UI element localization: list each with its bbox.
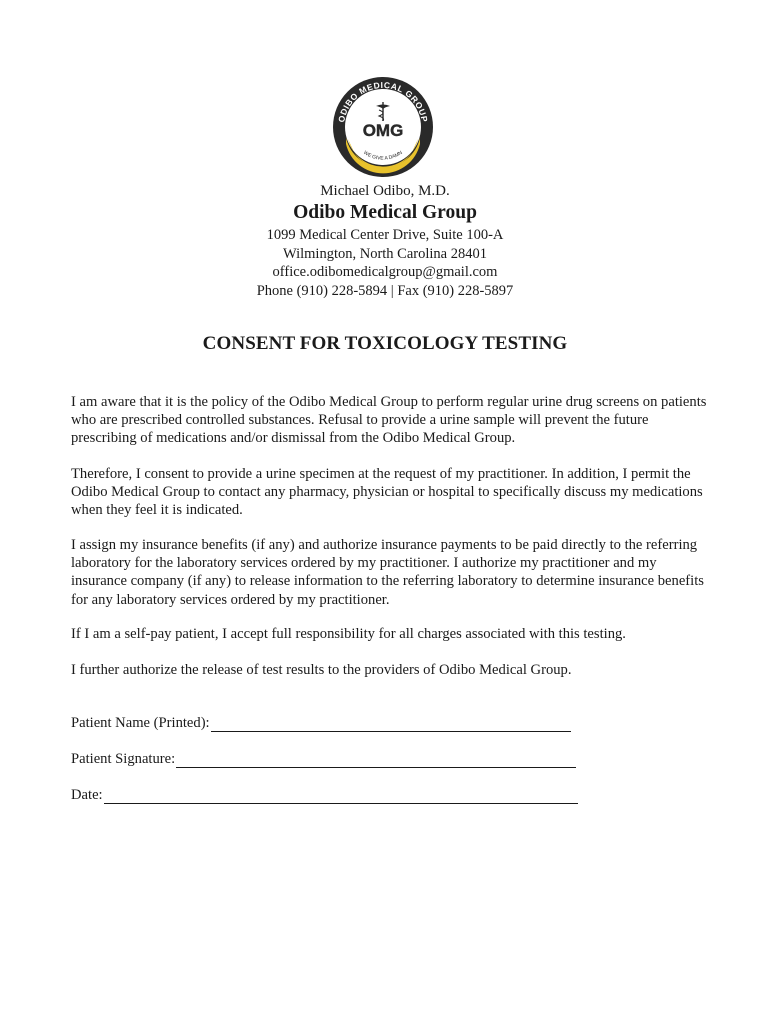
paragraph-release: I further authorize the release of test results to the providers of Odibo Medical Group. [71, 662, 572, 678]
paragraph-policy: I am aware that it is the policy of the Odibo Medical Group to perform regular urine drug screens on patients who are prescribed controlled substances. Refusal to provide a urine sample will prevent the future prescribing of medications and/or dismissal from the Odibo Medical Group. [71, 394, 707, 447]
address-street: 1099 Medical Center Drive, Suite 100-A [266, 227, 504, 243]
patient-signature-row [71, 750, 576, 768]
group-name: Odibo Medical Group [293, 202, 477, 223]
address-email: office.odibomedicalgroup@gmail.com [272, 264, 498, 281]
doctor-name: Michael Odibo, M.D. [320, 183, 450, 199]
paragraph-consent: Therefore, I consent to provide a urine specimen at the request of my practitioner. In addition, I permit the Odibo Medical Group to contact any pharmacy, physician or hospital to specifically discuss my medications when they feel it is indicated. [71, 466, 703, 519]
logo-tagline: WE GIVE A DAMN [362, 149, 404, 162]
patient-name-row [71, 714, 571, 732]
date-field[interactable] [104, 789, 578, 804]
address-phone-fax: Phone (910) 228-5894 | Fax (910) 228-5897 [256, 282, 514, 299]
address-city: Wilmington, North Carolina 28401 [282, 245, 487, 262]
date-label: Date: [71, 787, 103, 803]
paragraph-self-pay: If I am a self-pay patient, I accept full responsibility for all charges associated with this testing. [71, 626, 626, 642]
patient-signature-field[interactable] [176, 753, 576, 768]
document-title: CONSENT FOR TOXICOLOGY TESTING [202, 333, 568, 354]
logo-monogram: OMG [362, 121, 404, 140]
patient-name-label: Patient Name (Printed): [71, 715, 210, 731]
logo-ring-text: ODIBO MEDICAL GROUP [336, 79, 430, 124]
omg-logo [332, 76, 434, 178]
paragraph-insurance: I assign my insurance benefits (if any) and authorize insurance payments to be paid directly to the referring laboratory for the laboratory services ordered by my practitioner. I authorize my practitioner and my insurance company (if any) to release information to the referring laboratory to determine insurance benefits for any laboratory services ordered by my practitioner. [71, 537, 704, 608]
patient-name-field[interactable] [211, 717, 571, 732]
address-block [0, 226, 770, 300]
patient-signature-label: Patient Signature: [71, 751, 176, 767]
date-row [71, 786, 578, 804]
